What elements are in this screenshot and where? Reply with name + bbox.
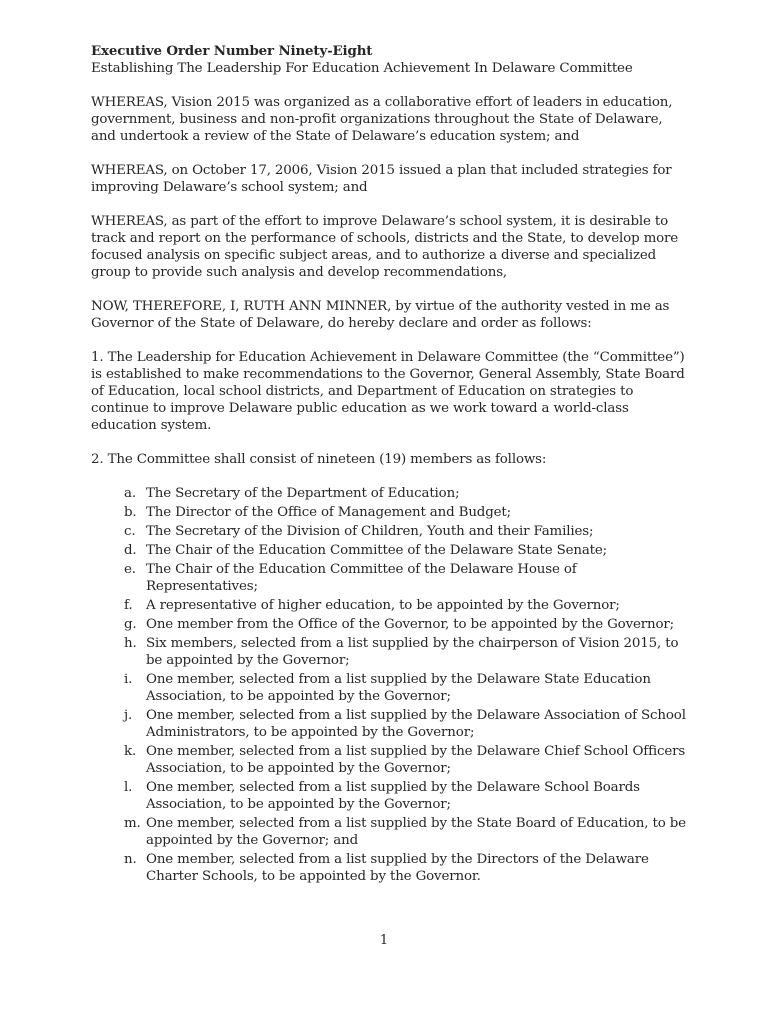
list-marker: g. [124, 617, 137, 632]
list-item-text: The Chair of the Education Committee of the Delaware House of Representatives; [146, 562, 577, 594]
list-item [91, 561, 691, 595]
whereas-paragraph-3: WHEREAS, as part of the effort to improve Delaware’s school system, it is desirable to track and report on the performance of schools, districts and the State, to develop more focused analysis on specific subject areas, and to authorize a diverse and specialized group to provide such analysis and develop recommendations, [91, 214, 679, 280]
list-item [91, 779, 691, 813]
list-item-text: One member, selected from a list supplied by the State Board of Education, to be appointed by the Governor; and [146, 816, 686, 848]
list-item [91, 597, 691, 614]
list-item [91, 851, 691, 885]
list-item-text: One member, selected from a list supplied by the Delaware School Boards Association, to be appointed by the Governor; [146, 780, 640, 812]
list-item-text: One member, selected from a list supplied by the Delaware State Education Association, to be appointed by the Governor; [146, 672, 651, 704]
list-marker: e. [124, 562, 136, 577]
list-marker: h. [124, 636, 137, 651]
list-item-text: One member, selected from a list supplied by the Directors of the Delaware Charter Schools, to be appointed by the Governor. [146, 852, 649, 884]
whereas-paragraph-2: WHEREAS, on October 17, 2006, Vision 2015 issued a plan that included strategies for improving Delaware’s school system; and [91, 163, 672, 195]
list-item [91, 671, 691, 705]
list-item [91, 504, 691, 521]
order-section-2: 2. The Committee shall consist of nineteen (19) members as follows: [91, 452, 547, 467]
list-item [91, 485, 691, 502]
list-item-text: The Secretary of the Department of Education; [146, 486, 460, 501]
order-section-1: 1. The Leadership for Education Achievement in Delaware Committee (the “Committee”) is established to make recommendations to the Governor, General Assembly, State Board of Education, local school districts, and Department of Education on strategies to continue to improve Delaware public education as we work toward a world-class education system. [91, 350, 685, 433]
list-item-text: The Chair of the Education Committee of the Delaware State Senate; [146, 543, 608, 558]
list-marker: b. [124, 505, 137, 520]
list-item [91, 616, 691, 633]
list-item-text: The Secretary of the Division of Children, Youth and their Families; [146, 524, 594, 539]
list-marker: k. [124, 744, 137, 759]
list-marker: l. [124, 780, 133, 795]
list-item [91, 707, 691, 741]
order-declaration-paragraph: NOW, THEREFORE, I, RUTH ANN MINNER, by virtue of the authority vested in me as Governor of the State of Delaware, do hereby declare and order as follows: [91, 299, 670, 331]
list-item [91, 743, 691, 777]
list-marker: j. [124, 708, 133, 723]
list-item-text: One member, selected from a list supplied by the Delaware Chief School Officers Association, to be appointed by the Governor; [146, 744, 686, 776]
document-page [91, 43, 691, 887]
member-list [91, 485, 691, 885]
page-number: 1 [379, 933, 389, 948]
document-subtitle: Establishing The Leadership For Education Achievement In Delaware Committee [91, 61, 633, 76]
list-marker: i. [124, 672, 133, 687]
list-item [91, 635, 691, 669]
document-title: Executive Order Number Ninety-Eight [91, 43, 373, 59]
list-item-text: One member, selected from a list supplied by the Delaware Association of School Administrators, to be appointed by the Governor; [146, 708, 686, 740]
list-marker: c. [124, 524, 136, 539]
list-marker: n. [124, 852, 137, 867]
list-item-text: A representative of higher education, to be appointed by the Governor; [146, 598, 620, 613]
whereas-paragraph-1: WHEREAS, Vision 2015 was organized as a collaborative effort of leaders in education, government, business and non-profit organizations throughout the State of Delaware, and undertook a review of the State of Delaware’s education system; and [91, 95, 673, 144]
list-marker: m. [124, 816, 141, 831]
list-item [91, 815, 691, 849]
list-item-text: Six members, selected from a list supplied by the chairperson of Vision 2015, to be appointed by the Governor; [146, 636, 679, 668]
list-item [91, 523, 691, 540]
list-item-text: The Director of the Office of Management and Budget; [146, 505, 512, 520]
list-item [91, 542, 691, 559]
list-marker: d. [124, 543, 137, 558]
list-item-text: One member from the Office of the Governor, to be appointed by the Governor; [146, 617, 675, 632]
list-marker: a. [124, 486, 136, 501]
list-marker: f. [124, 598, 133, 613]
